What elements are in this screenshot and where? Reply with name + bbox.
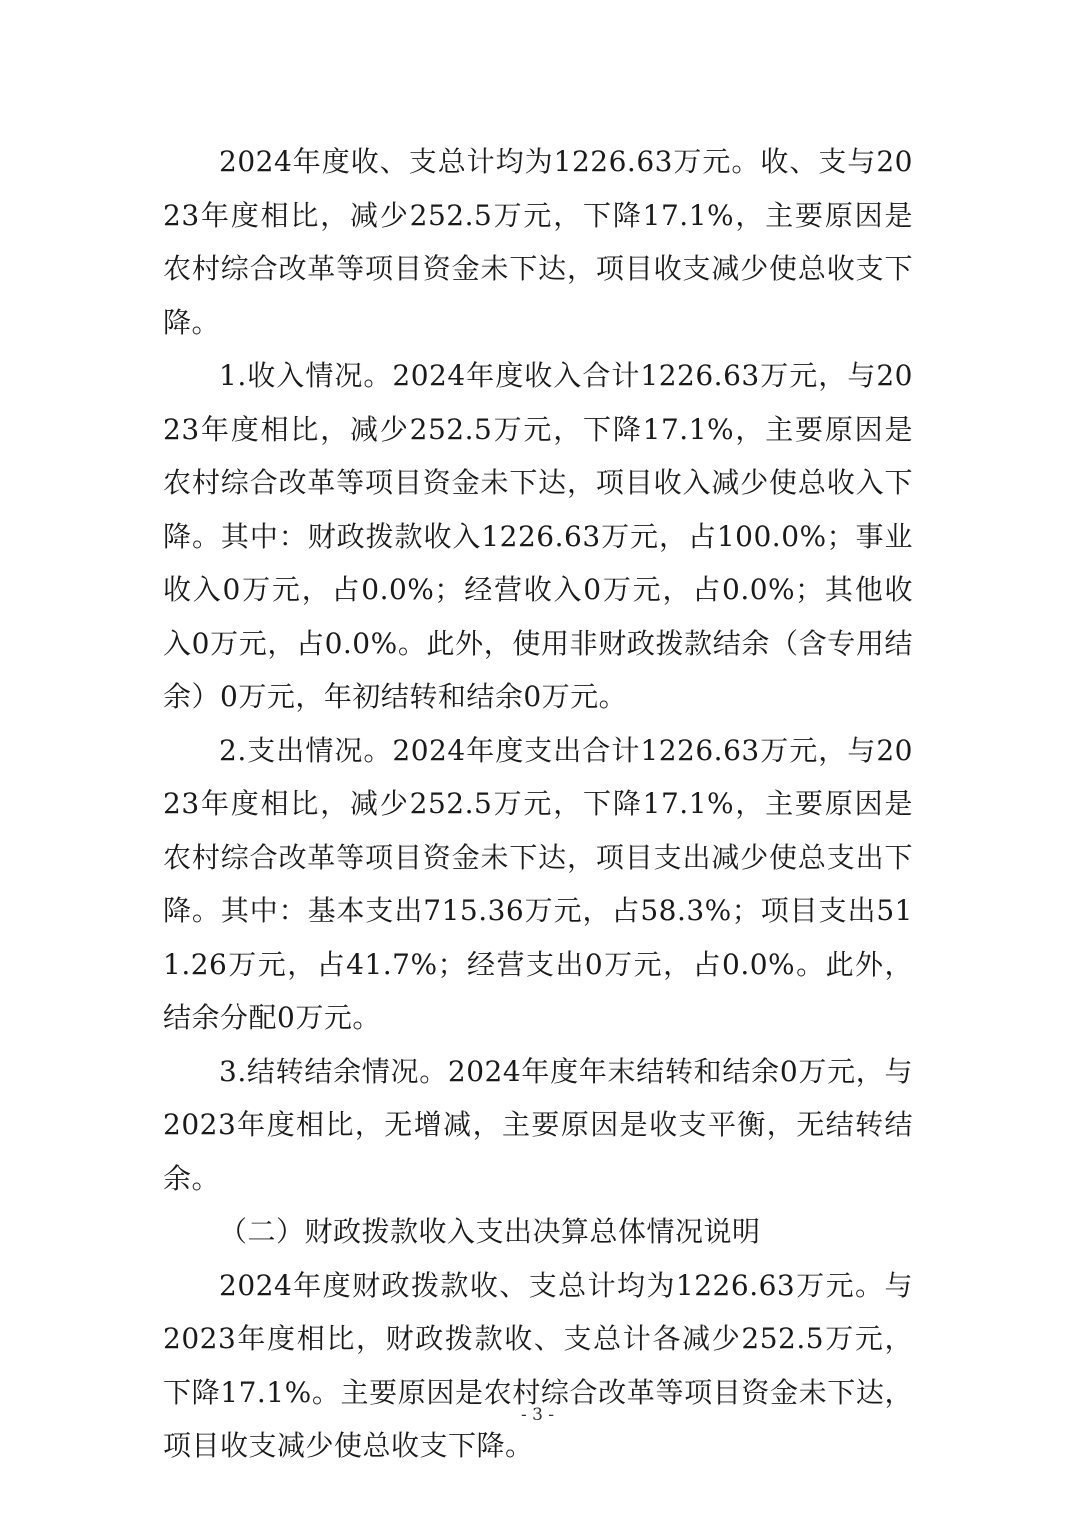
expenditure-paragraph: 2.支出情况。2024年度支出合计1226.63万元，与2023年度相比，减少252.5万元，下降17.1%，主要原因是农村综合改革等项目资金未下达，项目支出减少使总支出下降。其中：基本支出715.36万元，占58.3%；项目支出511.26万元，占41.7%；经营支出0万元，占0.0%。此外，结余分配0万元。 — [163, 733, 913, 1034]
income-paragraph: 1.收入情况。2024年度收入合计1226.63万元，与2023年度相比，减少252.5万元，下降17.1%，主要原因是农村综合改革等项目资金未下达，项目收入减少使总收入下降。其中：财政拨款收入1226.63万元，占100.0%；事业收入0万元，占0.0%；经营收入0万元，占0.0%；其他收入0万元，占0.0%。此外，使用非财政拨款结余（含专用结余）0万元，年初结转和结余0万元。 — [163, 359, 913, 713]
fiscal-appropriation-paragraph: 2024年度财政拨款收、支总计均为1226.63万元。与2023年度相比，财政拨款收、支总计各减少252.5万元，下降17.1%。主要原因是农村综合改革等项目资金未下达，项目收支减少使总收支下降。 — [163, 1268, 913, 1462]
carryover-paragraph: 3.结转结余情况。2024年度年末结转和结余0万元，与2023年度相比，无增减，主要原因是收支平衡，无结转结余。 — [163, 1054, 913, 1195]
summary-paragraph: 2024年度收、支总计均为1226.63万元。收、支与2023年度相比，减少252.5万元，下降17.1%，主要原因是农村综合改革等项目资金未下达，项目收支减少使总收支下降。 — [163, 145, 913, 339]
document-body — [163, 135, 913, 1473]
page-number: - 3 - — [520, 1405, 555, 1425]
section-heading: （二）财政拨款收入支出决算总体情况说明 — [219, 1215, 761, 1248]
